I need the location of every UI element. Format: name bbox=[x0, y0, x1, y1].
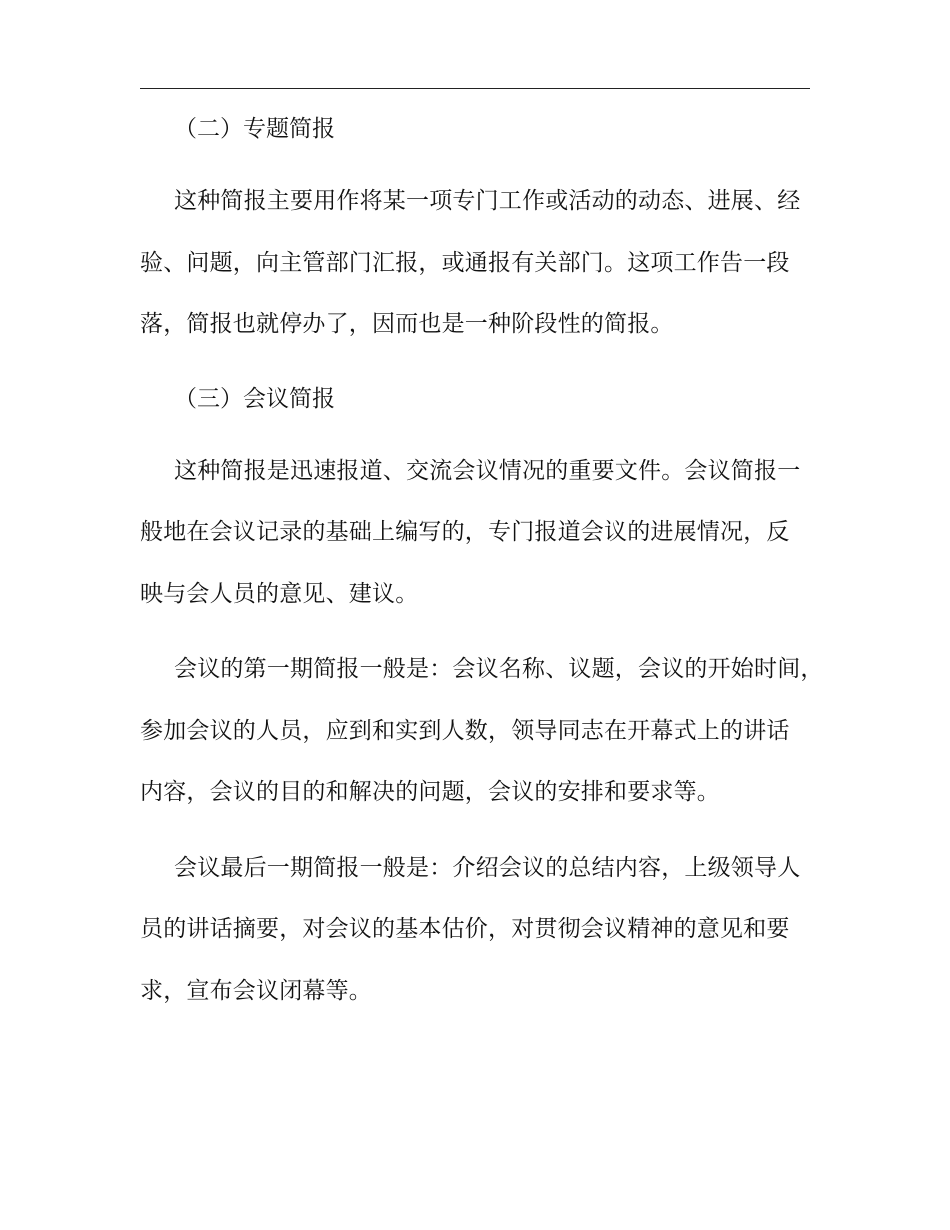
text-line: 这种简报是迅速报道、交流会议情况的重要文件。会议简报一 bbox=[174, 457, 801, 484]
text-line: 验、问题，向主管部门汇报，或通报有关部门。这项工作告一段 bbox=[140, 249, 790, 276]
paragraph bbox=[140, 838, 816, 1023]
section-heading-meeting-briefing: （三）会议简报 bbox=[174, 385, 335, 412]
text-line: 落，简报也就停办了，因而也是一种阶段性的简报。 bbox=[140, 311, 674, 337]
text-line: 参加会议的人员，应到和实到人数，领导同志在开幕式上的讲话 bbox=[140, 717, 790, 744]
header-rule bbox=[140, 88, 810, 89]
text-line: 般地在会议记录的基础上编写的，专门报道会议的进展情况，反 bbox=[140, 519, 790, 545]
paragraph bbox=[140, 639, 824, 824]
text-line: 映与会人员的意见、建议。 bbox=[140, 580, 419, 607]
text-line: 这种简报主要用作将某一项专门工作或活动的动态、进展、经 bbox=[174, 188, 801, 214]
text-line: 内容，会议的目的和解决的问题，会议的安排和要求等。 bbox=[140, 779, 720, 805]
text-line: 会议的第一期简报一般是：会议名称、议题，会议的开始时间， bbox=[174, 656, 824, 682]
document-body bbox=[140, 100, 824, 1022]
text-line: 会议最后一期简报一般是：介绍会议的总结内容，上级领导人 bbox=[174, 854, 801, 881]
paragraph bbox=[140, 171, 816, 356]
section-heading-special-briefing: （二）专题简报 bbox=[174, 116, 335, 142]
text-line: 员的讲话摘要，对会议的基本估价，对贯彻会议精神的意见和要 bbox=[140, 916, 790, 942]
paragraph bbox=[140, 441, 816, 626]
text-line: 求，宣布会议闭幕等。 bbox=[140, 977, 372, 1004]
